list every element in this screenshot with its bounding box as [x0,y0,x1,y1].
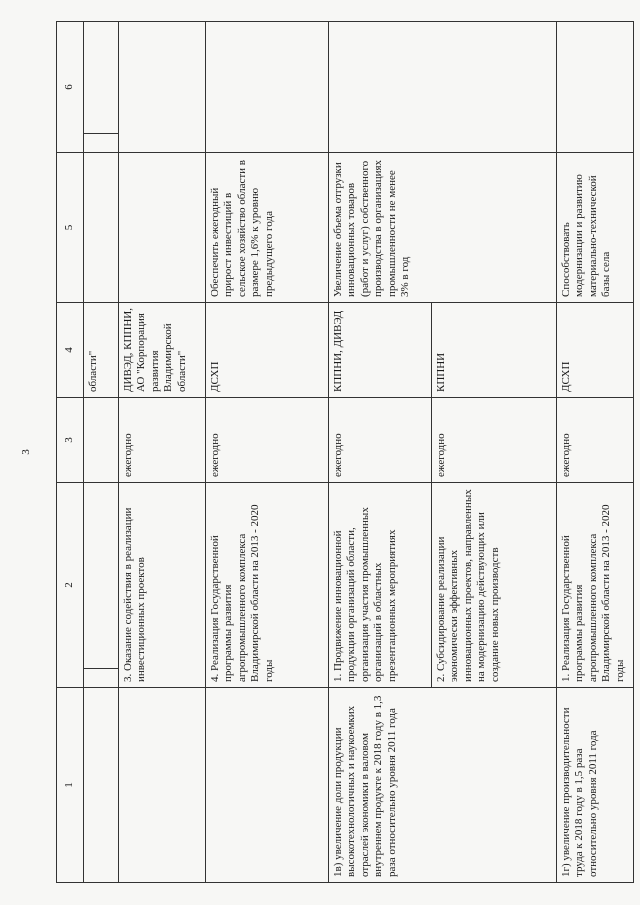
executor-cell: области" [84,303,119,398]
column-header: 4 [57,303,84,398]
executor-cell: ДИВЭД, КППНИ, АО "Корпорация развития Владимирской области" [119,303,206,398]
period-cell: ежегодно [329,398,432,483]
goal-cell: 1в) увеличение доли продукции высокотехнологичных и наукоемких отраслей экономики в валовом внутреннем продукте к 2018 году в 1,3 раза относительно уровня 2011 года [329,688,557,883]
goal-cell [206,688,329,883]
table-row [84,22,119,883]
period-cell: ежегодно [119,398,206,483]
measure-cell: 2. Субсидирование реализации экономически эффективных инновационных проектов, направленных на модернизацию действующих или создание новых производств [432,483,557,688]
table-row [206,22,329,883]
period-cell: ежегодно [432,398,557,483]
result-cell [119,153,206,303]
goal-cell [84,688,119,883]
measure-cell: 4. Реализация Государственной программы развития агропромышленного комплекса Владимирской области на 2013 - 2020 годы [206,483,329,688]
table-row [119,22,206,883]
note-cell [84,22,119,153]
measure-cell [84,483,119,688]
result-cell [84,153,119,303]
measure-cell: 1. Реализация Государственной программы развития агропромышленного комплекса Владимирской области на 2013 - 2020 годы [557,483,634,688]
column-header: 6 [57,22,84,153]
period-cell [84,398,119,483]
note-cell [329,22,557,153]
column-header: 5 [57,153,84,303]
measure-cell: 3. Оказание содействия в реализации инвестиционных проектов [119,483,206,688]
table-row [557,22,634,883]
result-cell: Увеличение объема отгрузки инновационных товаров (работ и услуг) собственного производства в организациях промышленности не менее 3% в год [329,153,557,303]
measures-table [56,21,634,883]
executor-cell: КППНИ [432,303,557,398]
goal-cell [119,688,206,883]
document-sheet [56,22,626,883]
period-cell: ежегодно [206,398,329,483]
measure-cell: 1. Продвижение инновационной продукции организаций области, организация участия промышленных организаций в областных презентационных мероприятиях [329,483,432,688]
note-cell [557,22,634,153]
period-cell: ежегодно [557,398,634,483]
column-header: 2 [57,483,84,688]
goal-cell: 1г) увеличение производительности труда к 2018 году в 1,5 раза относительно уровня 2011 года [557,688,634,883]
executor-cell: ДСХП [557,303,634,398]
header-row [57,22,84,883]
result-cell: Обеспечить ежегодный прирост инвестиций в сельское хозяйство области в размере 1,6% к уровню предыдущего года [206,153,329,303]
note-cell [119,22,206,153]
table-row [329,22,432,883]
result-cell: Способствовать модернизации и развитию материально-технической базы села [557,153,634,303]
note-cell [206,22,329,153]
page-number: 3 [20,449,32,455]
column-header: 1 [57,688,84,883]
executor-cell: ДСХП [206,303,329,398]
column-header: 3 [57,398,84,483]
executor-cell: КППНИ, ДИВЭД [329,303,432,398]
